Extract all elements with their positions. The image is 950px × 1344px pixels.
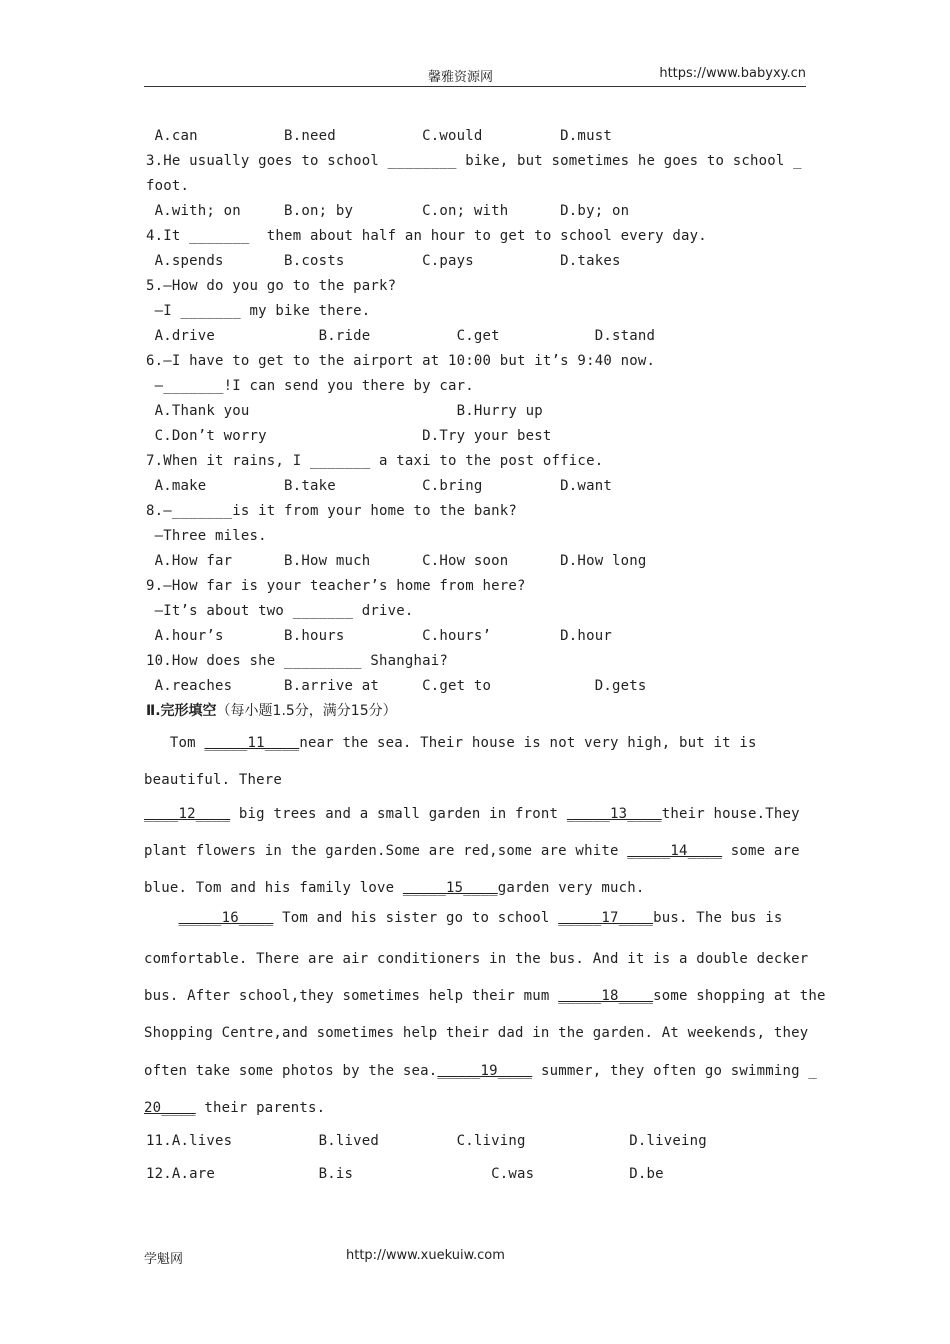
page-header: [144, 66, 806, 87]
option-line: 12.A.are B.is C.was D.be: [146, 1166, 664, 1182]
blank: _____13____: [566, 806, 662, 822]
question-line: A.hour’s B.hours C.hours’ D.hour: [146, 628, 612, 644]
question-line: C.Don’t worry D.Try your best: [146, 428, 552, 444]
question-line: 5.—How do you go to the park?: [146, 278, 397, 294]
passage-text: their parents.: [195, 1100, 326, 1116]
blank: _____16____: [178, 910, 274, 926]
section-note: （每小题1.5分，满分15分）: [216, 703, 397, 719]
question-line: 8.—_______is it from your home to the bank?: [146, 503, 518, 519]
question-line: —It’s about two _______ drive.: [146, 603, 414, 619]
blank: 20____: [144, 1100, 196, 1116]
question-line: A.make B.take C.bring D.want: [146, 478, 612, 494]
question-line: A.How far B.How much C.How soon D.How long: [146, 553, 647, 569]
passage-text: near the sea. Their house is not very high, but it is: [299, 735, 757, 751]
question-line: foot.: [146, 178, 190, 194]
passage-line: [144, 1063, 817, 1079]
passage-text: bus. The bus is: [653, 910, 783, 926]
passage-text: beautiful. There: [144, 772, 283, 788]
question-line: A.spends B.costs C.pays D.takes: [146, 253, 621, 269]
header-url: https://www.babyxy.cn: [659, 66, 806, 81]
passage-text: summer, they often go swimming _: [532, 1063, 818, 1079]
blank: _____15____: [402, 880, 498, 896]
passage-text: some shopping at the: [653, 988, 826, 1004]
passage-line: [144, 735, 757, 751]
passage-text: Tom and his sister go to school: [273, 910, 559, 926]
blank: ____12____: [144, 806, 231, 822]
question-line: 3.He usually goes to school ________ bike, but sometimes he goes to school _: [146, 153, 802, 169]
section-title: Ⅱ.完形填空: [146, 703, 217, 719]
question-line: 6.—I have to get to the airport at 10:00 but it’s 9:40 now.: [146, 353, 656, 369]
passage-line: [144, 772, 282, 788]
passage-line: [144, 988, 826, 1004]
question-line: —Three miles.: [146, 528, 267, 544]
question-line: A.reaches B.arrive at C.get to D.gets: [146, 678, 647, 694]
question-line: A.drive B.ride C.get D.stand: [146, 328, 656, 344]
passage-text: [144, 910, 179, 926]
passage-line: [144, 1025, 808, 1041]
question-line: A.can B.need C.would D.must: [146, 128, 612, 144]
section-heading: [146, 700, 397, 720]
footer-url: http://www.xuekuiw.com: [346, 1248, 505, 1263]
passage-line: [144, 1100, 325, 1116]
passage-line: [144, 880, 645, 896]
passage-line: [144, 806, 800, 822]
blank: _____18____: [558, 988, 654, 1004]
option-line: 11.A.lives B.lived C.living D.liveing: [146, 1133, 707, 1149]
question-line: —_______!I can send you there by car.: [146, 378, 474, 394]
question-line: 9.—How far is your teacher’s home from here?: [146, 578, 526, 594]
passage-line: [144, 951, 808, 967]
passage-line: [144, 843, 800, 859]
passage-text: garden very much.: [497, 880, 645, 896]
passage-text: bus. After school,they sometimes help their mum: [144, 988, 559, 1004]
header-site-name: 馨雅资源网: [428, 70, 494, 85]
question-line: A.with; on B.on; by C.on; with D.by; on: [146, 203, 630, 219]
passage-text: comfortable. There are air conditioners in the bus. And it is a double decker: [144, 951, 809, 967]
footer-site-name: 学魁网: [144, 1252, 184, 1267]
blank: _____17____: [558, 910, 654, 926]
blank: _____19____: [437, 1063, 533, 1079]
passage-text: their house.They: [661, 806, 800, 822]
blank: _____11____: [204, 735, 300, 751]
question-line: 4.It _______ them about half an hour to get to school every day.: [146, 228, 707, 244]
passage-text: Shopping Centre,and sometimes help their dad in the garden. At weekends, they: [144, 1025, 809, 1041]
passage-line: [144, 910, 783, 926]
question-line: —I _______ my bike there.: [146, 303, 371, 319]
question-line: 7.When it rains, I _______ a taxi to the post office.: [146, 453, 604, 469]
question-line: 10.How does she _________ Shanghai?: [146, 653, 449, 669]
passage-text: blue. Tom and his family love: [144, 880, 403, 896]
passage-text: plant flowers in the garden.Some are red,some are white: [144, 843, 628, 859]
passage-text: often take some photos by the sea.: [144, 1063, 438, 1079]
question-line: A.Thank you B.Hurry up: [146, 403, 543, 419]
passage-text: Tom: [144, 735, 205, 751]
passage-text: some are: [722, 843, 800, 859]
passage-text: big trees and a small garden in front: [230, 806, 567, 822]
blank: _____14____: [627, 843, 723, 859]
